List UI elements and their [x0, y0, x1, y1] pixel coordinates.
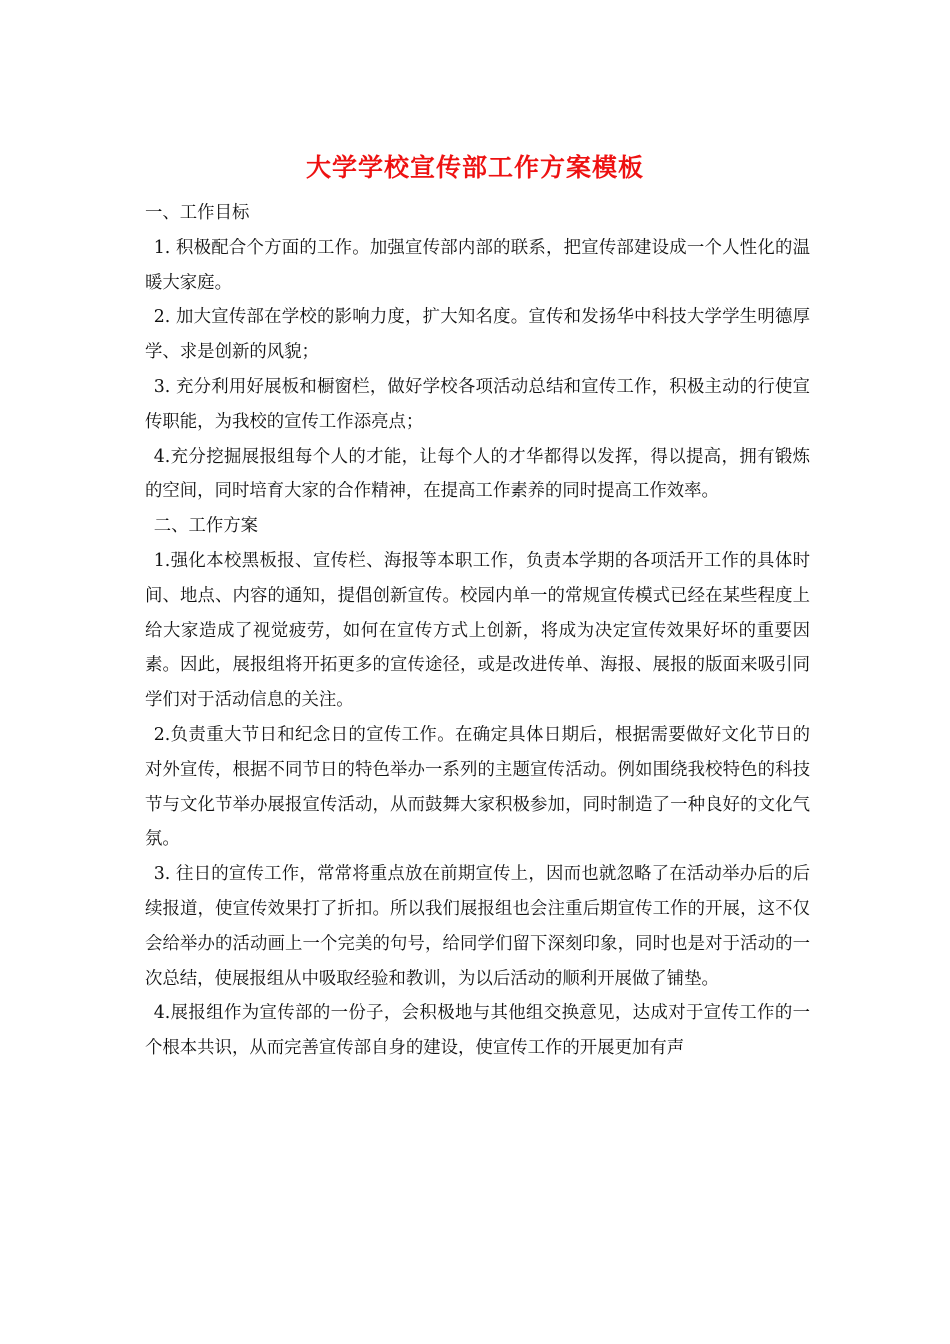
plan-item-4: 4.展报组作为宣传部的一份子，会积极地与其他组交换意见，达成对于宣传工作的一个根本共识，从而完善宣传部自身的建设，使宣传工作的开展更加有声: [145, 1003, 810, 1059]
goal-item-3: 3. 充分利用好展板和橱窗栏，做好学校各项活动总结和宣传工作，积极主动的行使宣传职能，为我校的宣传工作添亮点；: [145, 376, 810, 432]
goal-item-2: 2. 加大宣传部在学校的影响力度，扩大知名度。宣传和发扬华中科技大学学生明德厚学、求是创新的风貌；: [145, 307, 810, 363]
plan-item-2: 2.负责重大节日和纪念日的宣传工作。在确定具体日期后，根据需要做好文化节日的对外宣传，根据不同节日的特色举办一系列的主题宣传活动。例如围绕我校特色的科技节与文化节举办展报宣传活动，从而鼓舞大家积极参加，同时制造了一种良好的文化气氛。: [145, 724, 810, 850]
goal-item-4: 4.充分挖掘展报组每个人的才能，让每个人的才华都得以发挥，得以提高，拥有锻炼的空间，同时培育大家的合作精神，在提高工作素养的同时提高工作效率。: [145, 446, 810, 502]
section-heading-plan: 二、工作方案: [153, 516, 259, 537]
plan-item-1: 1.强化本校黑板报、宣传栏、海报等本职工作，负责本学期的各项活开工作的具体时间、地点、内容的通知，提倡创新宣传。校园内单一的常规宣传模式已经在某些程度上给大家造成了视觉疲劳，如何在宣传方式上创新，将成为决定宣传效果好坏的重要因素。因此，展报组将开拓更多的宣传途径，或是改进传单、海报、展报的版面来吸引同学们对于活动信息的关注。: [145, 550, 810, 711]
goal-item-1: 1. 积极配合个方面的工作。加强宣传部内部的联系，把宣传部建设成一个人性化的温暖大家庭。: [145, 237, 810, 293]
document-body: [145, 196, 810, 1066]
section-heading-goals: 一、工作目标: [145, 203, 250, 223]
plan-item-3: 3. 往日的宣传工作，常常将重点放在前期宣传上，因而也就忽略了在活动举办后的后续报道，使宣传效果打了折扣。所以我们展报组也会注重后期宣传工作的开展，这不仅会给举办的活动画上一个完美的句号，给同学们留下深刻印象，同时也是对于活动的一次总结，使展报组从中吸取经验和教训，为以后活动的顺利开展做了铺垫。: [145, 864, 810, 989]
document-title: 大学学校宣传部工作方案模板: [305, 153, 644, 182]
